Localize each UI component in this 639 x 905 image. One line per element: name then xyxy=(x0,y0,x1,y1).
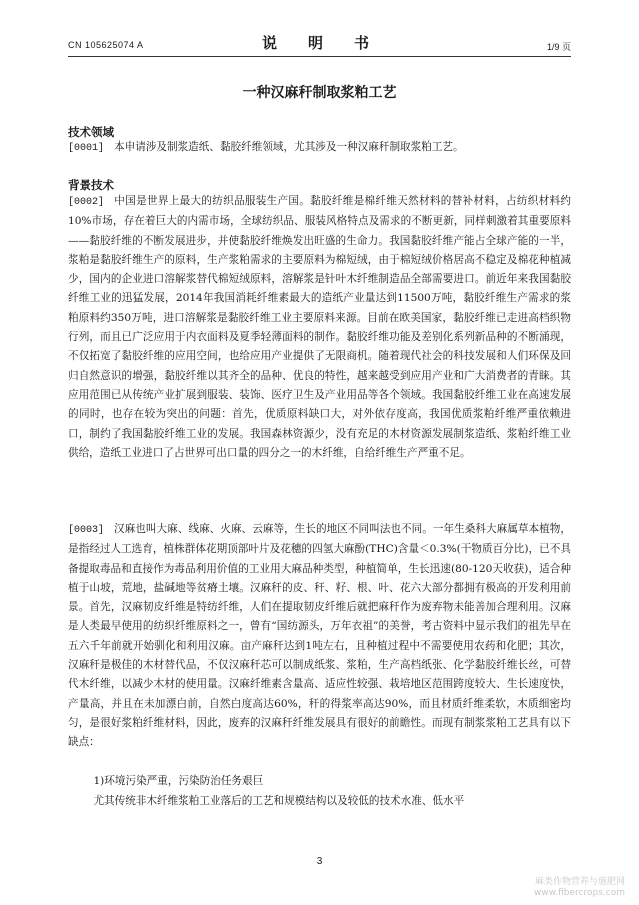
list-item-1 xyxy=(68,772,571,791)
continuation-paragraph xyxy=(68,792,571,811)
section-heading-background: 背景技术 xyxy=(68,178,114,192)
page-header xyxy=(68,30,571,50)
paragraph-text: 本申请涉及制浆造纸、黏胶纤维领域，尤其涉及一种汉麻秆制取浆粕工艺。 xyxy=(114,141,464,153)
paragraph-0001 xyxy=(68,138,571,158)
paragraph-0003 xyxy=(68,520,571,753)
page-indicator: 1/9 页 xyxy=(546,42,571,52)
watermark-line-2: www.fibercrops.com xyxy=(534,888,625,898)
paragraph-0002 xyxy=(68,192,571,463)
header-rule xyxy=(68,56,571,57)
list-item-text: 1)环境污染严重，污染防治任务艰巨 xyxy=(93,775,264,787)
section-heading-tech-field: 技术领域 xyxy=(68,125,114,139)
continuation-text: 尤其传统非木纤维浆粕工业落后的工艺和规模结构以及较低的技术水准、低水平 xyxy=(93,795,465,807)
watermark-line-1: 麻类作物营养与施肥网 xyxy=(534,877,625,887)
paragraph-number: [0003] xyxy=(68,525,105,536)
paragraph-text: 汉麻也叫大麻、线麻、火麻、云麻等，生长的地区不同叫法也不同。一年生桑科大麻属草本植物，是指经过人工选育，植株群体花期顶部叶片及花穗的四氢大麻酚(THC)含量＜0.3%(干物质百分比)，已不具备提取毒品和直接作为毒品利用价值的工业用大麻品种类型，种植简单，生长迅速(80-120天收获)，适合种植于山坡，荒地，盐碱地等贫瘠土壤。汉麻秆的皮、秆、籽、根、叶、花六大部分都拥有极高的开发利用前景。首先，汉麻韧皮纤维是特纺纤维，人们在提取韧皮纤维后就把麻秆作为废弃物未能善加合理利用。汉麻是人类最早使用的纺织纤维原料之一，曾有“国纺源头，万年衣祖”的美誉，考古资料中显示我们的祖先早在五六千年前就开始驯化和利用汉麻。亩产麻秆达到1吨左右，且种植过程中不需要使用农药和化肥；其次，汉麻秆是极佳的木材替代品，不仅汉麻秆芯可以制成纸浆、浆粕，生产高档纸张、化学黏胶纤维长丝，可替代木纤维，以减少木材的使用量。汉麻纤维素含量高、适应性较强、栽培地区范围跨度较大、生长速度快，产量高，并且在未加漂白前，自然白度高达60%，秆的得浆率高达90%，而且材质纤维柔软，木质细密均匀，是很好浆粕纤维材料，因此，废弃的汉麻秆纤维发展具有很好的前瞻性。而现有制浆浆粕工艺具有以下缺点： xyxy=(68,523,571,749)
paragraph-number: [0001] xyxy=(68,143,105,154)
page-number: 3 xyxy=(316,856,323,867)
paragraph-text: 中国是世界上最大的纺织品服装生产国。黏胶纤维是棉纤维天然材料的替补材料，占纺织材料约10%市场，存在着巨大的内需市场，全球纺织品、服装风格特点及需求的不断更新，同样刺激着其重要原料——黏胶纤维的不断发展进步，并使黏胶纤维焕发出旺盛的生命力。我国黏胶纤维产能占全球产能的一半，浆粕是黏胶纤维生产的原料，生产浆粕需求的主要原料为棉短绒，由于棉短绒价格居高不稳定及棉花种植减少，国内的企业进口溶解浆替代棉短绒原料，溶解浆是针叶木纤维制造品全部需要进口。前近年来我国黏胶纤维工业的迅猛发展，2014年我国消耗纤维素最大的造纸产业量达到11500万吨，黏胶纤维生产需求的浆粕原料约350万吨，进口溶解浆是黏胶纤维工业主要原料来源。目前在欧美国家，黏胶纤维已走进高档织物行列，而且已广泛应用于内衣面料及夏季轻薄面料的制作。黏胶纤维功能及差别化系列新品种的不断涌现，不仅拓宽了黏胶纤维的应用空间，也给应用产业提供了无限商机。随着现代社会的科技发展和人们环保及回归自然意识的增强，黏胶纤维以其齐全的品种、优良的特性，越来越受到应用产业和广大消费者的青睐。其应用范围已从传统产业扩展到服装、装饰、医疗卫生及产业用品等各个领域。我国黏胶纤维工业在高速发展的同时，也存在较为突出的问题：首先，优质原料缺口大，对外依存度高，我国优质浆粕纤维严重依赖进口，制约了我国黏胶纤维工业的发展。我国森林资源少，没有充足的木材资源发展制浆造纸、浆粕纤维工业供给，造纸工业进口了占世界可出口量的四分之一的木纤维，自给纤维生产严重不足。 xyxy=(68,195,571,459)
paragraph-number: [0002] xyxy=(68,197,105,208)
patent-number: CN 105625074 A xyxy=(68,40,144,50)
document-title: 一种汉麻秆制取浆粕工艺 xyxy=(242,85,397,101)
header-title: 说 明 书 xyxy=(261,34,377,52)
watermark xyxy=(534,877,625,899)
